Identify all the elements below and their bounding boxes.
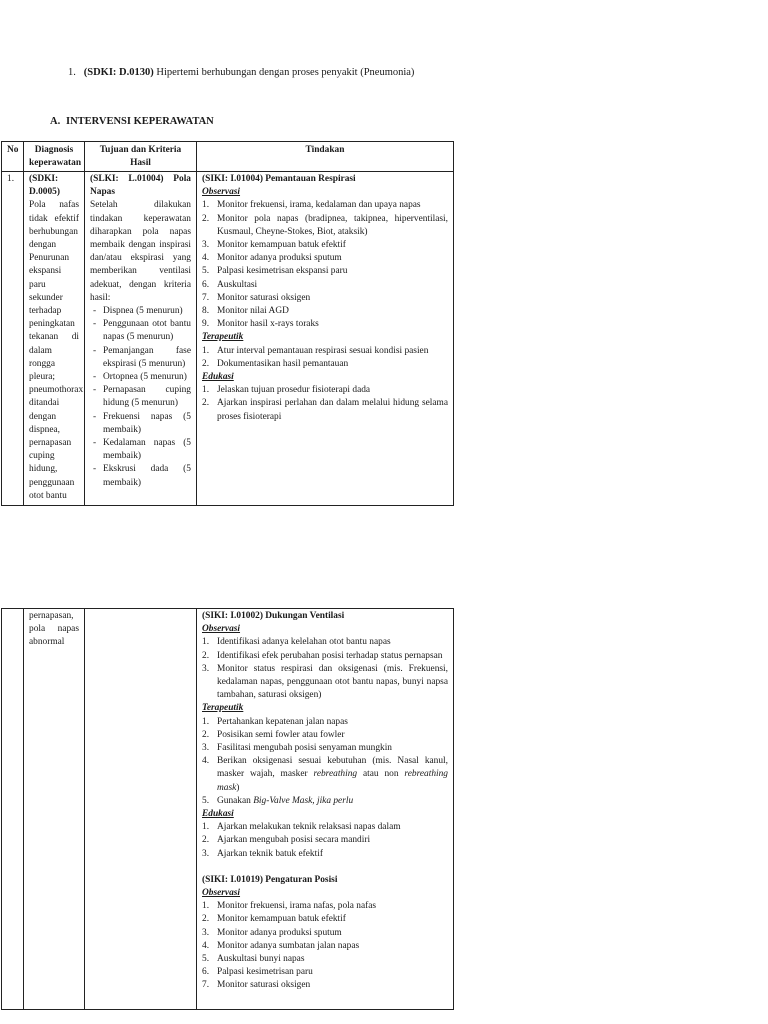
list-item: 7. Monitor saturasi oksigen — [202, 980, 311, 991]
spacer — [202, 861, 448, 874]
table-header-row — [2, 142, 454, 172]
dx-code: (SDKI: D.0005) — [29, 174, 60, 198]
list-item: - Dispnea (5 menurun) — [90, 305, 191, 318]
observasi-list — [202, 199, 448, 331]
list-item: 3. Monitor adanya produksi sputum — [202, 927, 342, 938]
cell-diagnosis — [24, 172, 85, 506]
list-item: 2. Ajarkan mengubah posisi secara mandiri — [202, 835, 371, 846]
list-item: 6. Palpasi kesimetrisan paru — [202, 967, 313, 978]
cell-diagnosis: pernapasan, pola napas abnormal — [24, 609, 85, 1010]
list-item: 3. Ajarkan teknik batuk efektif — [202, 848, 323, 859]
header-no: No — [2, 142, 24, 172]
cell-tujuan — [85, 609, 197, 1010]
tujuan-text: Setelah dilakukan tindakan keperawatan diharapkan pola napas membaik dengan inspirasi dan/atau ekspirasi yang memberikan ventilasi adekuat, dengan kriteria hasil: — [90, 200, 191, 303]
heading-code: (SDKI: D.0130) — [83, 67, 154, 78]
list-item: 2. Monitor pola napas (bradipnea, takipnea, hiperventilasi, Kusmaul, Cheyne-Stokes, Biot, ataksik) — [202, 213, 448, 237]
slki-code: (SLKI: L.01004) Pola Napas — [90, 174, 191, 198]
intervention-table-page2 — [1, 608, 454, 1010]
list-item: 1. Identifikasi adanya kelelahan otot bantu napas — [202, 637, 391, 648]
list-item: 8. Monitor nilai AGD — [202, 306, 289, 317]
cell-no — [2, 609, 24, 1010]
observasi-label: Observasi — [202, 624, 241, 635]
kriteria-list — [90, 305, 191, 490]
terapeutik-list — [202, 345, 448, 371]
section-letter: A. — [50, 116, 61, 127]
terapeutik-list — [202, 716, 448, 808]
list-item: 2. Monitor kemampuan batuk efektif — [202, 914, 346, 925]
list-item: 2. Posisikan semi fowler atau fowler — [202, 729, 345, 740]
list-item: 1. Jelaskan tujuan prosedur fisioterapi dada — [202, 385, 371, 396]
observasi-list — [202, 900, 448, 992]
table-row — [2, 609, 454, 1010]
list-item: - Kedalaman napas (5 membaik) — [90, 437, 191, 463]
list-item: 2. Dokumentasikan hasil pemantauan — [202, 358, 349, 369]
list-item: - Frekuensi napas (5 membaik) — [90, 411, 191, 437]
list-item: 2. Ajarkan inspirasi perlahan dan dalam melalui hidung selama proses fisioterapi — [202, 398, 448, 422]
list-item: 4. Berikan oksigenasi sesuai kebutuhan (mis. Nasal kanul, masker wajah, masker rebreathing atau non rebreathing mask) — [202, 756, 448, 793]
edukasi-list — [202, 821, 448, 861]
list-item: 4. Monitor adanya produksi sputum — [202, 253, 342, 264]
section-title: INTERVENSI KEPERAWATAN — [66, 116, 214, 127]
terapeutik-label: Terapeutik — [202, 703, 244, 714]
siki-title: (SIKI: I.01004) Pemantauan Respirasi — [202, 174, 356, 184]
header-diagnosis: Diagnosis keperawatan — [24, 142, 85, 172]
list-item: - Penggunaan otot bantu napas (5 menurun) — [90, 318, 191, 344]
list-item: 3. Fasilitasi mengubah posisi senyaman mungkin — [202, 743, 392, 754]
siki-title: (SIKI: I.01019) Pengaturan Posisi — [202, 874, 338, 885]
list-item: - Pernapasan cuping hidung (5 menurun) — [90, 384, 191, 410]
edukasi-label: Edukasi — [202, 372, 234, 383]
list-item: 9. Monitor hasil x-rays toraks — [202, 319, 319, 330]
observasi-label: Observasi — [202, 187, 241, 198]
list-item: - Ortopnea (5 menurun) — [90, 371, 191, 384]
edukasi-label: Edukasi — [202, 809, 234, 820]
list-item: 1. Pertahankan kepatenan jalan napas — [202, 716, 348, 727]
observasi-list — [202, 636, 448, 702]
list-item: 6. Auskultasi — [202, 279, 258, 290]
diagnosis-heading — [68, 66, 414, 79]
list-item: 1. Ajarkan melakukan teknik relaksasi napas dalam — [202, 822, 401, 833]
edukasi-list — [202, 384, 448, 424]
section-heading — [50, 115, 214, 128]
cell-no: 1. — [2, 172, 24, 506]
cell-tujuan — [85, 172, 197, 506]
list-item: 1. Monitor frekuensi, irama, kedalaman dan upaya napas — [202, 200, 421, 211]
intervention-table-page1 — [1, 141, 454, 506]
list-item: 5. Palpasi kesimetrisan ekspansi paru — [202, 266, 348, 277]
list-item: - Pemanjangan fase ekspirasi (5 menurun) — [90, 345, 191, 371]
list-item: 1. Monitor frekuensi, irama nafas, pola nafas — [202, 901, 377, 912]
list-item: 5. Auskultasi bunyi napas — [202, 954, 305, 965]
siki-title: (SIKI: I.01002) Dukungan Ventilasi — [202, 611, 345, 621]
list-item: - Ekskrusi dada (5 membaik) — [90, 463, 191, 489]
heading-number: 1. — [68, 67, 76, 78]
cell-tindakan — [197, 172, 454, 506]
list-item: 3. Monitor kemampuan batuk efektif — [202, 240, 346, 251]
list-item: 7. Monitor saturasi oksigen — [202, 292, 311, 303]
dx-text: Pola nafas tidak efektif berhubungan dengan Penurunan ekspansi paru sekunder terhadap peningkatan tekanan di dalam rongga pleura; pneumothorax ditandai dengan dispnea, pernapasan cuping hidung, penggunaan otot bantu — [29, 200, 84, 501]
header-tujuan: Tujuan dan Kriteria Hasil — [85, 142, 197, 172]
terapeutik-label: Terapeutik — [202, 332, 244, 343]
list-item: 3. Monitor status respirasi dan oksigenasi (mis. Frekuensi, kedalaman napas, penggunaan otot bantu napas, bunyi napsa tambahan, saturasi oksigen) — [202, 663, 448, 701]
observasi-label: Observasi — [202, 888, 241, 899]
list-item: 1. Atur interval pemantauan respirasi sesuai kondisi pasien — [202, 345, 429, 356]
list-item: 2. Identifikasi efek perubahan posisi terhadap status pernapsan — [202, 650, 443, 661]
table-row — [2, 172, 454, 506]
cell-tindakan — [197, 609, 454, 1010]
list-item: 4. Monitor adanya sumbatan jalan napas — [202, 940, 360, 951]
heading-text: Hipertemi berhubungan dengan proses penyakit (Pneumonia) — [153, 67, 415, 78]
header-tindakan: Tindakan — [197, 142, 454, 172]
list-item: 5. Gunakan Big-Valve Mask, jika perlu — [202, 795, 354, 806]
